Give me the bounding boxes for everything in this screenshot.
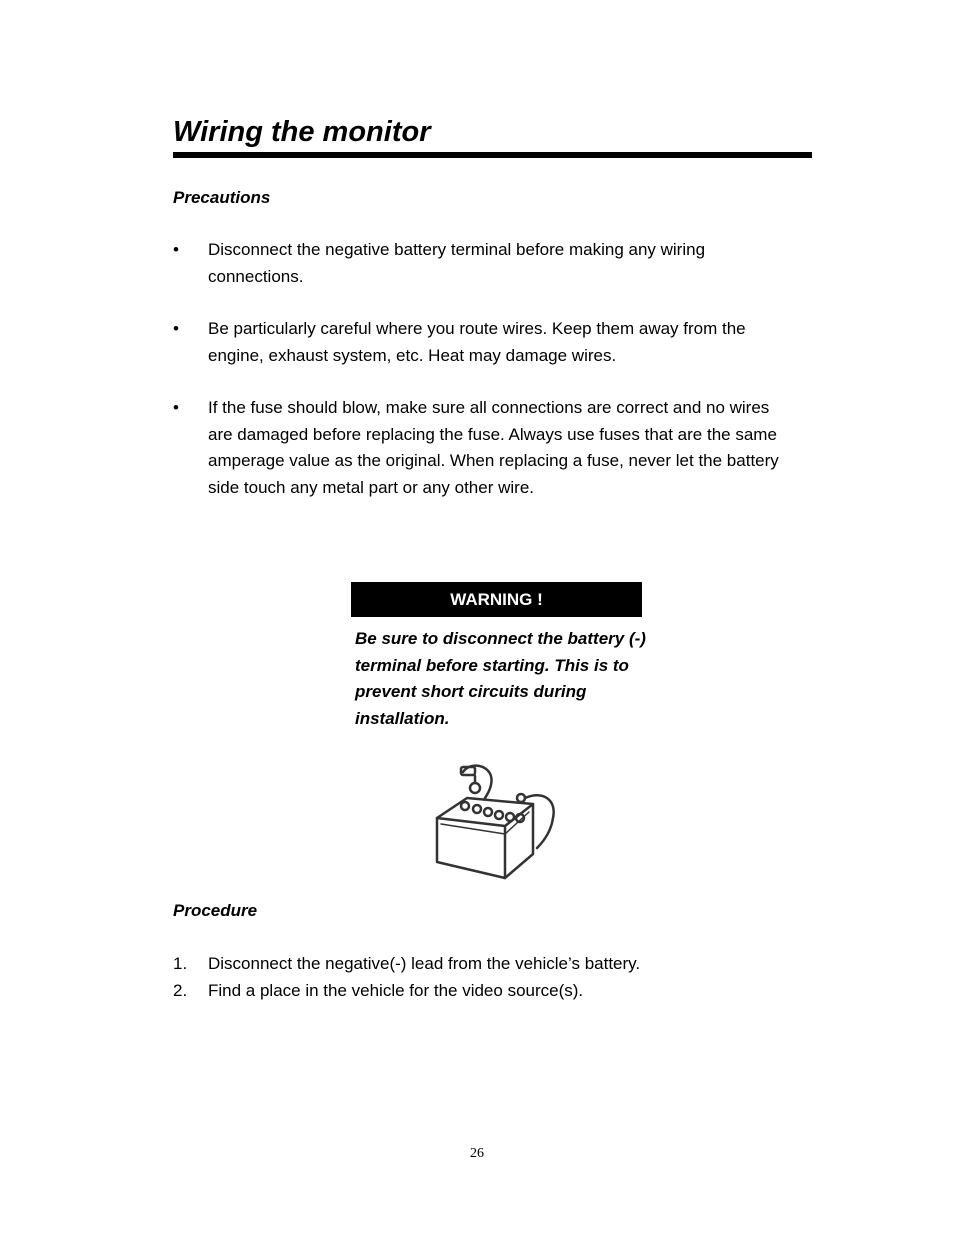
warning-label: WARNING !	[450, 589, 543, 609]
title-underline	[173, 152, 812, 158]
procedure-list	[173, 950, 783, 1004]
step-text: Find a place in the vehicle for the video source(s).	[208, 981, 584, 1000]
step-number: 2.	[173, 981, 188, 1000]
precautions-heading: Precautions	[173, 188, 271, 207]
precaution-item	[173, 237, 783, 290]
bullet-icon: •	[173, 240, 179, 259]
precaution-text: If the fuse should blow, make sure all connections are correct and no wires are damaged before replacing the fuse. Always use fuses that are the same amperage value as the original. When replacing a fuse, never let the battery side touch any metal part or any other wire.	[208, 398, 779, 497]
precautions-list	[173, 237, 783, 527]
step-number: 1.	[173, 954, 188, 973]
car-battery-icon	[425, 760, 565, 890]
warning-text: Be sure to disconnect the battery (-) terminal before starting. This is to prevent short circuits during installation.	[355, 629, 646, 728]
procedure-heading: Procedure	[173, 901, 258, 920]
page-title: Wiring the monitor	[173, 116, 431, 148]
precaution-text: Be particularly careful where you route wires. Keep them away from the engine, exhaust system, etc. Heat may damage wires.	[208, 319, 746, 365]
page-number: 26	[470, 1146, 484, 1161]
precaution-item	[173, 316, 783, 369]
bullet-icon: •	[173, 398, 179, 417]
procedure-step	[173, 977, 783, 1004]
precaution-text: Disconnect the negative battery terminal before making any wiring connections.	[208, 240, 706, 286]
precaution-item	[173, 395, 783, 501]
procedure-step	[173, 950, 783, 977]
bullet-icon: •	[173, 319, 179, 338]
warning-banner	[351, 582, 642, 617]
step-text: Disconnect the negative(-) lead from the vehicle’s battery.	[208, 954, 641, 973]
